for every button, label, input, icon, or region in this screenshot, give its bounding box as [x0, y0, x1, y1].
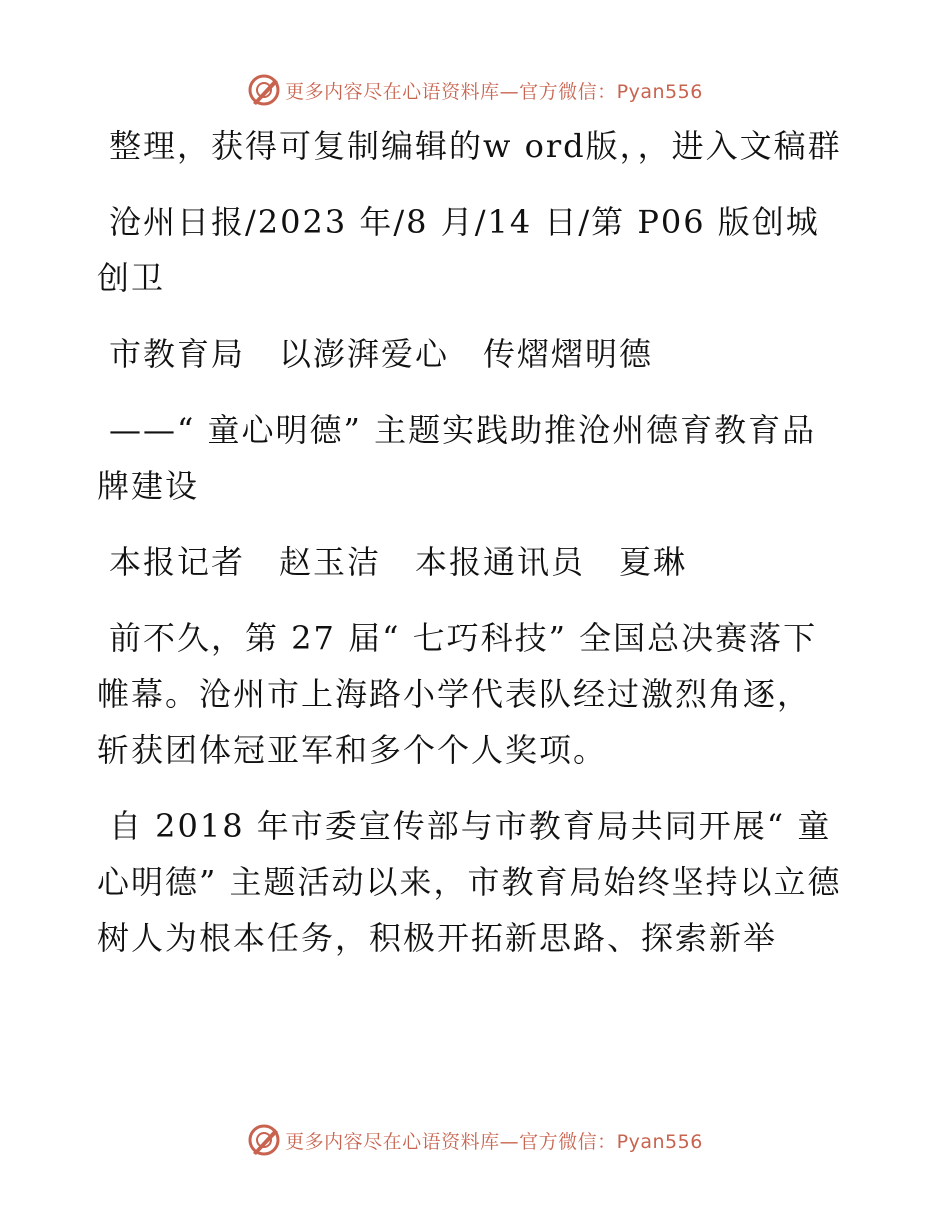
article-subheadline: ——“ 童心明德” 主题实践助推沧州德育教育品牌建设 — [97, 411, 817, 505]
footer-watermark-banner — [0, 1120, 950, 1160]
paragraph-body-1: 前不久，第 27 届“ 七巧科技” 全国总决赛落下帷幕。沧州市上海路小学代表队经过激烈角逐，斩获团体冠亚军和多个个人奖项。 — [97, 619, 818, 769]
article-byline: 本报记者 赵玉洁 本报通讯员 夏琳 — [109, 543, 688, 581]
footer-banner-text: 更多内容尽在心语资料库—官方微信：Pyan556 — [285, 1130, 703, 1153]
header-banner-text: 更多内容尽在心语资料库—官方微信：Pyan556 — [285, 80, 703, 103]
logo-icon — [247, 73, 281, 107]
logo-icon — [247, 1123, 281, 1157]
document-body — [97, 118, 842, 986]
header-watermark-banner — [0, 70, 950, 110]
article-headline: 市教育局 以澎湃爱心 传熠熠明德 — [109, 335, 654, 373]
paragraph-body-2: 自 2018 年市委宣传部与市教育局共同开展“ 童心明德” 主题活动以来，市教育局始终坚持以立德树人为根本任务，积极开拓新思路、探索新举 — [97, 807, 842, 957]
paragraph-intro-note: 整理，获得可复制编辑的w ord版，，进入文稿群 — [109, 127, 842, 165]
paragraph-source-line: 沧州日报/2023 年/8 月/14 日/第 P06 版创城创卫 — [97, 203, 820, 297]
